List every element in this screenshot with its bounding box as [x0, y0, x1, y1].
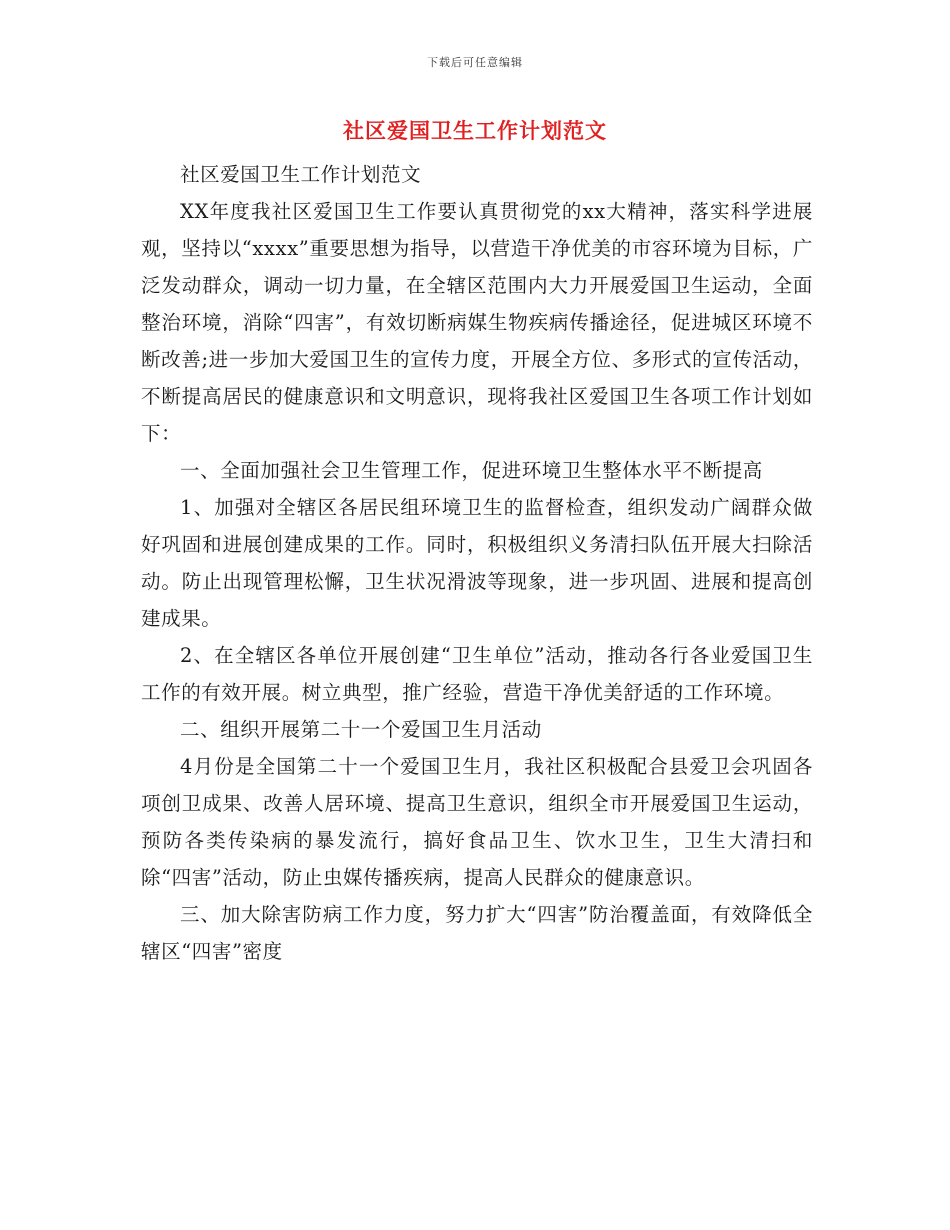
paragraph-subtitle: 社区爱国卫生工作计划范文 — [180, 163, 422, 186]
paragraph-section-2: 4月份是全国第二十一个爱国卫生月，我社区积极配合县爱卫会巩固各项创卫成果、改善人居环境、提高卫生意识，组织全市开展爱国卫生运动，预防各类传染病的暴发流行，搞好食品卫生、饮水卫生，卫生大清扫和除“四害”活动，防止虫媒传播疾病，提高人民群众的健康意识。 — [141, 755, 813, 889]
document-body — [141, 156, 813, 970]
paragraph-item-1: 1、加强对全辖区各居民组环境卫生的监督检查，组织发动广阔群众做好巩固和进展创建成果的工作。同时，积极组织义务清扫队伍开展大扫除活动。防止出现管理松懈，卫生状况滑波等现象，进一步巩固、进展和提高创建成果。 — [141, 496, 813, 630]
section-heading-2: 二、组织开展第二十一个爱国卫生月活动 — [180, 718, 542, 741]
paragraph-intro: XX年度我社区爱国卫生工作要认真贯彻党的xx大精神，落实科学进展观，坚持以“xxxx”重要思想为指导，以营造干净优美的市容环境为目标，广泛发动群众，调动一切力量，在全辖区范围内大力开展爱国卫生运动，全面整治环境，消除“四害”，有效切断病媒生物疾病传播途径，促进城区环境不断改善;进一步加大爱国卫生的宣传力度，开展全方位、多形式的宣传活动，不断提高居民的健康意识和文明意识，现将我社区爱国卫生各项工作计划如下： — [141, 200, 813, 445]
document-title: 社区爱国卫生工作计划范文 — [343, 118, 607, 143]
section-heading-1: 一、全面加强社会卫生管理工作，促进环境卫生整体水平不断提高 — [180, 459, 763, 482]
header-note: 下载后可任意编辑 — [427, 56, 523, 69]
section-heading-3: 三、加大除害防病工作力度，努力扩大“四害”防治覆盖面，有效降低全辖区“四害”密度 — [141, 903, 813, 963]
paragraph-item-2: 2、在全辖区各单位开展创建“卫生单位”活动，推动各行各业爱国卫生工作的有效开展。树立典型，推广经验，营造干净优美舒适的工作环境。 — [141, 644, 813, 704]
